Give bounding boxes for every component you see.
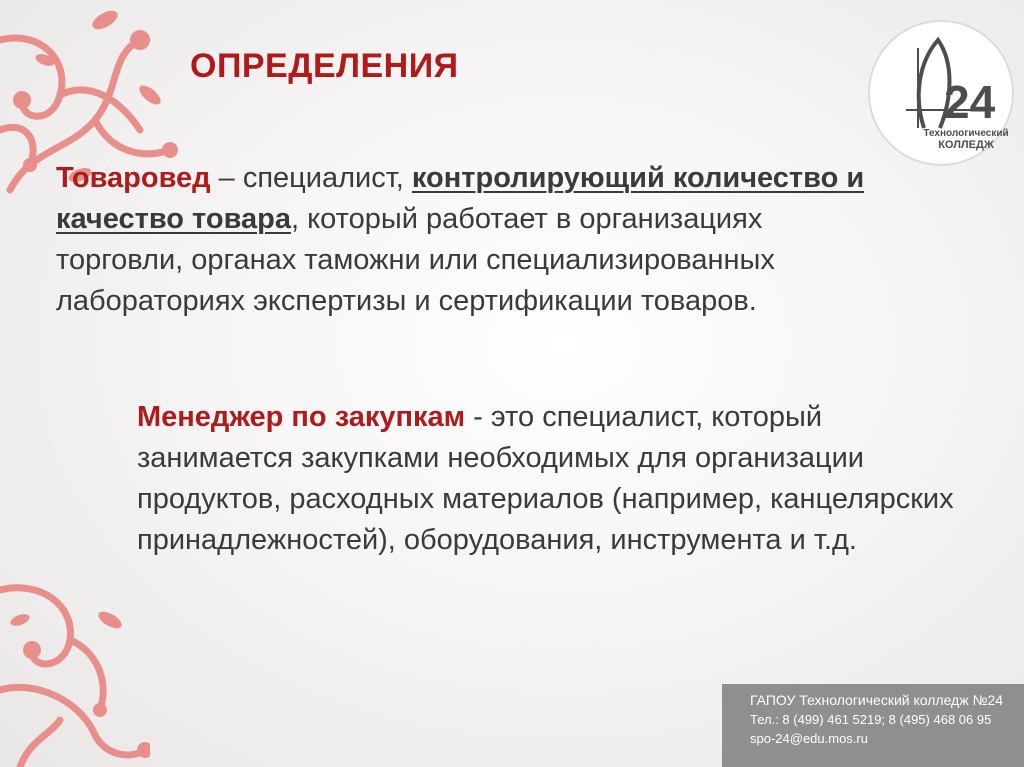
definition-merchandiser-text-1: – специалист, (210, 162, 412, 194)
definition-purchasing-manager (137, 397, 977, 561)
logo-number: 24 (944, 76, 996, 128)
definition-merchandiser (56, 158, 896, 322)
footer-phones: Тел.: 8 (499) 461 5219; 8 (495) 468 06 95 (750, 712, 992, 727)
footer-org: ГАПОУ Технологический колледж №24 (750, 692, 1004, 708)
footer-email: spo-24@edu.mos.ru (750, 731, 868, 746)
definition-merchandiser-text-2: , который работает в организациях торговли, органах таможни или специализированных лабораториях экспертизы и сертификации товаров. (56, 203, 775, 317)
logo-line-2: КОЛЛЕДЖ (938, 139, 994, 151)
definition-purchasing-manager-text: - это специалист, который занимается закупками необходимых для организации продуктов, расходных материалов (например, канцелярских принадлежностей), оборудования, инструмента и т.д. (137, 401, 954, 556)
definition-merchandiser-emphasis: контролирующий количество и качество товара (56, 162, 865, 235)
term-merchandiser: Товаровед (56, 162, 211, 194)
logo-line-1: Технологический (923, 128, 1009, 139)
term-purchasing-manager: Менеджер по закупкам (137, 401, 466, 433)
footer-contacts (722, 684, 1024, 767)
slide-title: ОПРЕДЕЛЕНИЯ (190, 47, 459, 85)
college-logo (866, 18, 1016, 168)
floral-ornament-bottom (0, 560, 150, 767)
